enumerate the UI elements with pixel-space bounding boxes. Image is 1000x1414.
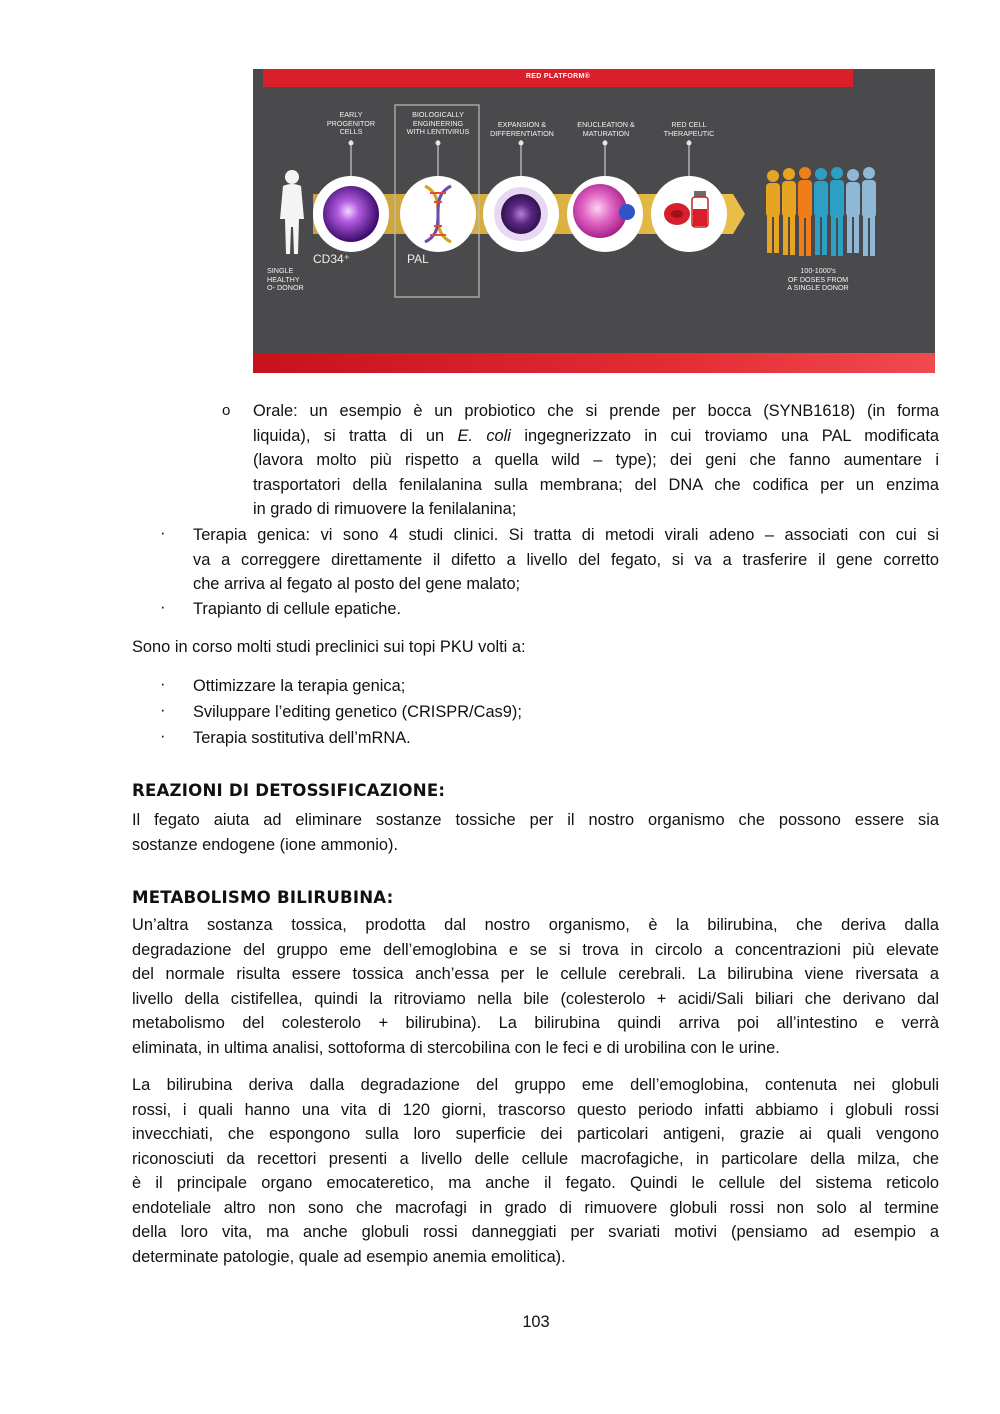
stage-label-expansion: EXPANSION & DIFFERENTIATION <box>490 120 554 138</box>
bili-line: livello della cistifellea, quindi la ritroviamo nella bile (colesterolo + acidi/Sali biliari che derivano dal <box>132 989 939 1008</box>
oral-paragraph <box>253 399 939 522</box>
oral-line: Orale: un esempio è un probiotico che si prende per bocca (SYNB1618) (in forma <box>253 402 939 420</box>
bili-line: invecchiati, che espongono sulla loro superficie dei particolari antigeni, grazie ai quali vengono <box>132 1125 939 1143</box>
detox-line: sostanze endogene (ione ammonio). <box>132 835 399 854</box>
stage-label-progenitor: EARLY PROGENITOR CELLS <box>326 110 376 137</box>
bili-line: è il principale organo emocateretico, ma anche il fegato. Quindi le cellule del sistema reticolo <box>132 1174 939 1192</box>
bili-line: rossi, i quali hanno una vita di 120 giorni, trascorso questo periodo infatti abbiamo i globuli rossi <box>132 1100 939 1119</box>
figure-bottom-bar <box>253 353 935 373</box>
therapy-line: va a correggere direttamente il difetto a livello del fegato, si va a trasferire il gene corretto <box>193 550 939 569</box>
bili-line: eliminata, in ultima analisi, sottoforma di stercobilina con le feci e di urobilina con le urine. <box>132 1038 780 1057</box>
bullet-dot: · <box>160 675 166 693</box>
heading-bilirubin: METABOLISMO BILIRUBINA: <box>132 888 394 907</box>
preclinical-intro: Sono in corso molti studi preclinici sui topi PKU volti a: <box>132 638 526 656</box>
preclinical-item: Sviluppare l’editing genetico (CRISPR/Cas9); <box>193 703 522 721</box>
bili-line: degradazione del gruppo eme dell’emoglobina e se si trova in circolo a concentrazioni più elevate <box>132 940 939 959</box>
red-cell-therapeutic-icon <box>651 176 727 252</box>
stage-label-red-cell: RED CELL THERAPEUTIC <box>663 120 715 138</box>
bilirubin-paragraph-1 <box>132 913 939 1060</box>
patients-silhouettes-icon <box>766 167 876 256</box>
oral-text: ingegnerizzato in cui troviamo una PAL modificata <box>510 426 939 445</box>
bullet-dot: · <box>160 524 166 542</box>
therapy-bullet-transplant <box>193 597 939 622</box>
progenitor-cell-icon <box>313 176 389 252</box>
bili-line: della loro vita, ma anche globuli rossi danneggiati per svariati motivi (pensiamo ad esempio a <box>132 1223 939 1241</box>
detox-paragraph <box>132 808 939 857</box>
oral-marker: o <box>222 402 231 419</box>
red-platform-figure <box>253 69 935 373</box>
bili-line: del normale risulta essere tossica anch’essa per le cellule cerebrali. La bilirubina viene riversata a <box>132 965 939 983</box>
donor-silhouette-icon <box>280 170 304 254</box>
oral-line <box>253 424 939 449</box>
expansion-cell-icon <box>483 176 559 252</box>
therapy-line: Trapianto di cellule epatiche. <box>193 600 402 618</box>
page-number: 103 <box>522 1313 550 1331</box>
oral-line: in grado di rimuovere la fenilalanina; <box>253 500 517 518</box>
cd34-label: CD34⁺ <box>313 252 351 266</box>
figure-title: RED PLATFORM® <box>525 73 591 80</box>
detox-line: Il fegato aiuta ad eliminare sostanze tossiche per il nostro organismo che possono essere sia <box>132 811 939 829</box>
oral-text: liquida), si tratta di un <box>253 426 458 445</box>
oral-line: (lavora molto più rispetto a quella wild – type); dei geni che fanno aumentare i <box>253 451 939 469</box>
bili-line: riconosciuti da recettori presenti a livello delle cellule macrofagiche, in particolare della milza, che <box>132 1149 939 1168</box>
bullet-dot: · <box>160 701 166 719</box>
bili-line: Un’altra sostanza tossica, prodotta dal nostro organismo, è la bilirubina, che deriva dalla <box>132 916 939 934</box>
heading-detox: REAZIONI DI DETOSSIFICAZIONE: <box>132 781 446 800</box>
therapy-bullet-gene <box>193 523 939 597</box>
stage-label-enucleation: ENUCLEATION & MATURATION <box>577 120 635 138</box>
donor-label: SINGLE HEALTHY O- DONOR <box>267 266 304 293</box>
bili-line: metabolismo del colesterolo + bilirubina). La bilirubina quindi arriva poi all’intestino e verrà <box>132 1014 939 1032</box>
bullet-dot: · <box>160 727 166 745</box>
preclinical-item: Terapia sostitutiva dell’mRNA. <box>193 729 411 747</box>
bullet-dot: · <box>160 598 166 616</box>
therapy-line: che arriva al fegato al posto del gene malato; <box>193 575 521 593</box>
bilirubin-paragraph-2 <box>132 1073 939 1269</box>
preclinical-item: Ottimizzare la terapia genica; <box>193 677 406 695</box>
bili-line: determinate patologie, quale ad esempio anemia emolitica). <box>132 1247 566 1266</box>
bili-line: endoteliale altro non sono che macrofagi in grado di rimuovere globuli rossi non solo al termine <box>132 1198 939 1217</box>
oral-line: trasportatori della fenilalanina sulla membrana; del DNA che codifica per un enzima <box>253 475 939 494</box>
dna-icon <box>400 176 476 252</box>
enucleation-cell-icon <box>567 176 643 252</box>
therapy-line: Terapia genica: vi sono 4 studi clinici. Si tratta di metodi virali adeno – associati con cui si <box>193 526 939 544</box>
doses-label: 100-1000's OF DOSES FROM A SINGLE DONOR <box>787 266 849 293</box>
stage-label-engineering: BIOLOGICALLY ENGINEERING WITH LENTIVIRUS <box>406 110 470 137</box>
bili-line: La bilirubina deriva dalla degradazione del gruppo eme dell’emoglobina, contenuta nei globuli <box>132 1076 939 1094</box>
pal-label: PAL <box>407 252 429 266</box>
ecoli-italic: E. coli <box>457 426 511 445</box>
